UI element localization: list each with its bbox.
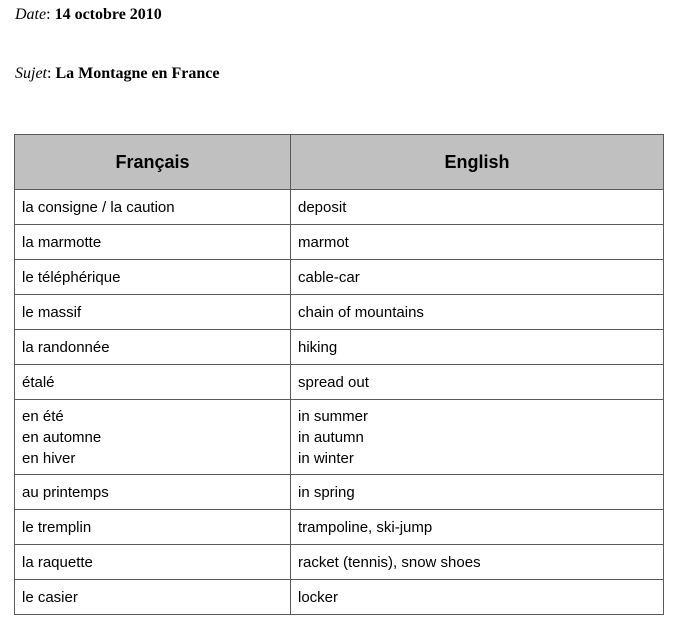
french-cell <box>15 225 291 260</box>
table-row <box>15 365 664 400</box>
table-row <box>15 190 664 225</box>
table-row <box>15 475 664 510</box>
english-cell <box>291 295 664 330</box>
english-term: racket (tennis), snow shoes <box>298 553 481 571</box>
french-cell <box>15 260 291 295</box>
column-header-english: English <box>291 135 664 190</box>
subject-value: La Montagne en France <box>55 65 220 82</box>
english-cell <box>291 400 664 475</box>
english-term: trampoline, ski-jump <box>298 518 433 536</box>
english-term: marmot <box>298 233 349 251</box>
english-cell <box>291 330 664 365</box>
french-term: la randonnée <box>22 338 110 356</box>
french-term: la marmotte <box>22 233 102 251</box>
table-row <box>15 510 664 545</box>
french-term: le téléphérique <box>22 268 121 286</box>
date-value: 14 octobre 2010 <box>54 6 162 23</box>
english-cell <box>291 225 664 260</box>
english-cell <box>291 260 664 295</box>
english-cell <box>291 365 664 400</box>
french-cell <box>15 190 291 225</box>
table-row <box>15 295 664 330</box>
table-row <box>15 580 664 615</box>
table-row <box>15 225 664 260</box>
french-cell <box>15 545 291 580</box>
english-term: locker <box>298 588 339 606</box>
french-term: la consigne / la caution <box>22 198 175 216</box>
french-cell <box>15 330 291 365</box>
english-term: spread out <box>298 373 369 391</box>
french-term: au printemps <box>22 483 109 501</box>
french-cell <box>15 400 291 475</box>
french-term: le massif <box>22 303 82 321</box>
table-row <box>15 545 664 580</box>
french-cell <box>15 580 291 615</box>
date-line: Date: 14 octobre 2010 <box>15 6 162 23</box>
french-term: en été en automne en hiver <box>22 407 102 467</box>
english-cell <box>291 545 664 580</box>
table-row <box>15 330 664 365</box>
english-term: chain of mountains <box>298 303 424 321</box>
vocabulary-table <box>14 134 664 615</box>
english-term: in summer in autumn in winter <box>298 407 369 467</box>
english-term: in spring <box>298 483 355 501</box>
table-row <box>15 400 664 475</box>
subject-line: Sujet: La Montagne en France <box>15 65 220 82</box>
english-term: cable-car <box>298 268 360 286</box>
french-cell <box>15 475 291 510</box>
english-cell <box>291 580 664 615</box>
french-cell <box>15 365 291 400</box>
english-cell <box>291 190 664 225</box>
french-term: étalé <box>22 373 55 391</box>
french-cell <box>15 510 291 545</box>
subject-label: Sujet <box>15 65 47 82</box>
english-cell <box>291 475 664 510</box>
french-term: le tremplin <box>22 518 92 536</box>
english-cell <box>291 510 664 545</box>
french-cell <box>15 295 291 330</box>
french-term: le casier <box>22 588 78 606</box>
date-label: Date <box>15 6 47 23</box>
column-header-french: Français <box>15 135 291 190</box>
english-term: deposit <box>298 198 347 216</box>
english-term: hiking <box>298 338 338 356</box>
table-header-row <box>15 135 664 190</box>
table-row <box>15 260 664 295</box>
french-term: la raquette <box>22 553 93 571</box>
